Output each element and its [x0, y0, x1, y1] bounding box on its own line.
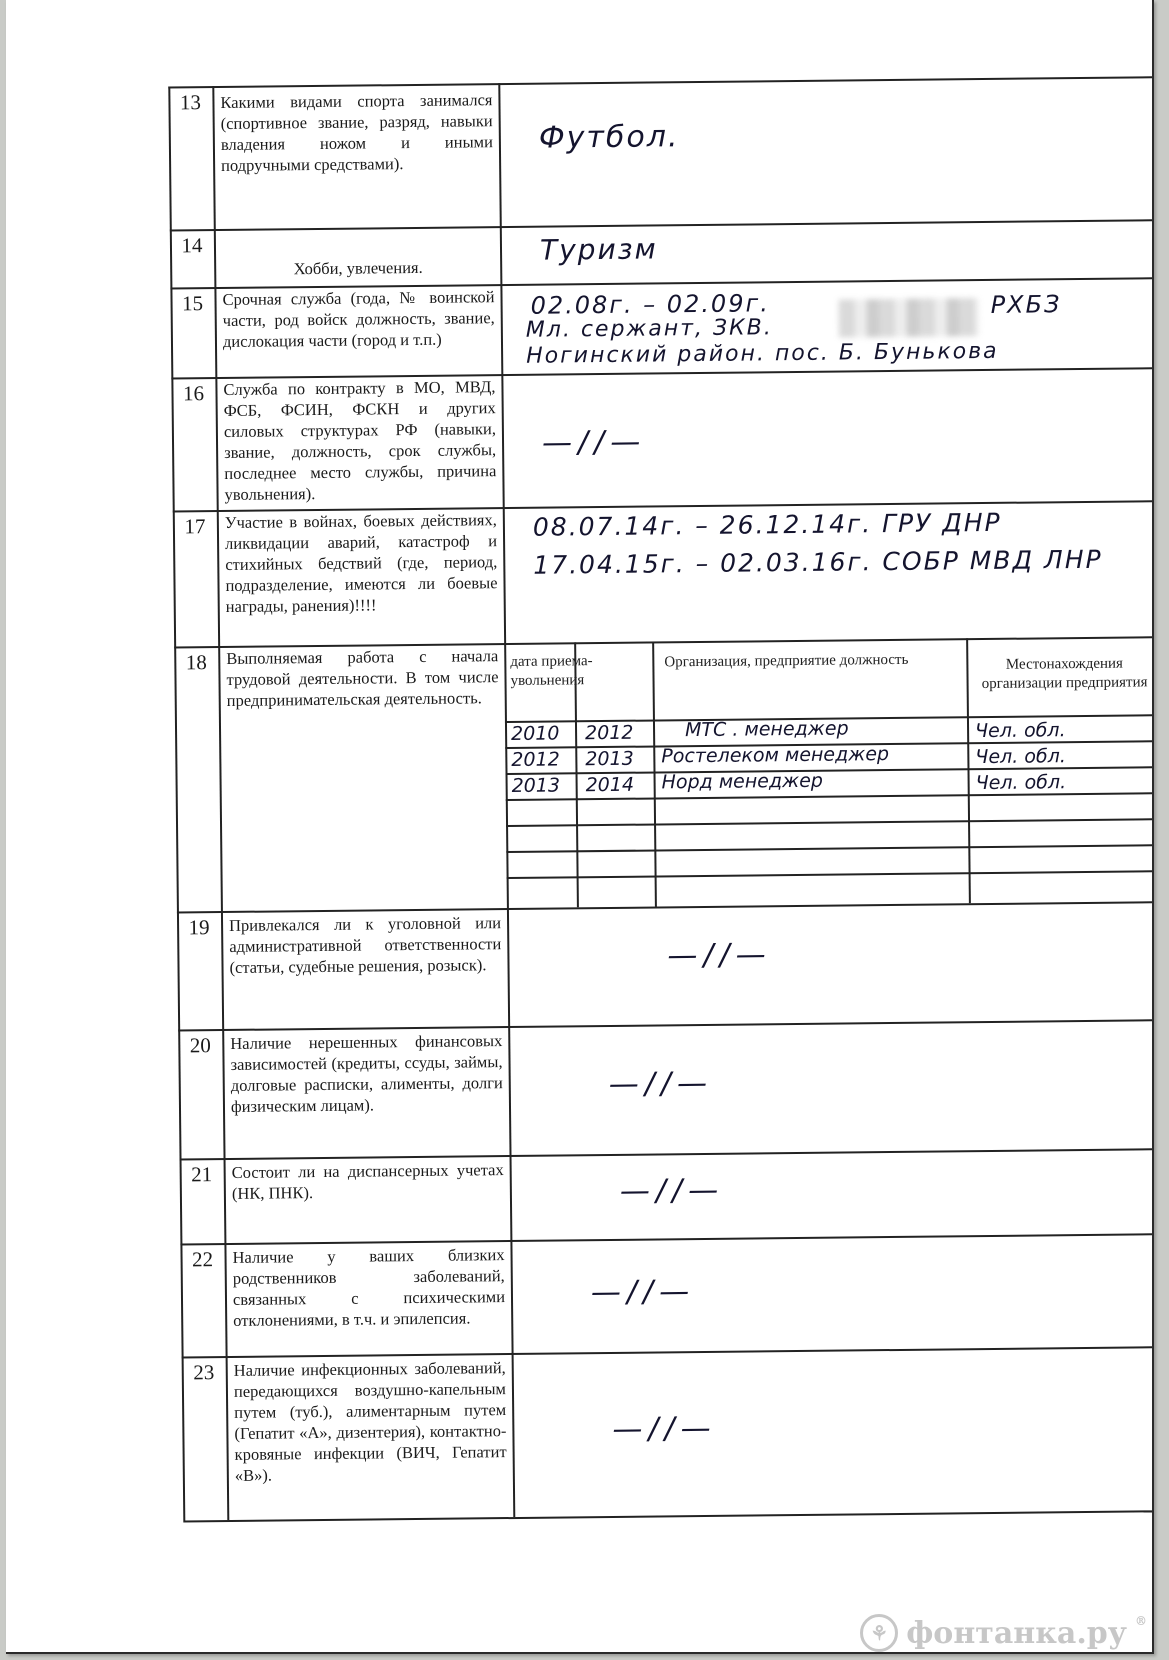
row-number: 20: [189, 1033, 211, 1058]
job-from: 2013: [511, 774, 561, 797]
answer-handwritten: Футбол.: [538, 119, 680, 156]
row-number: 21: [191, 1162, 213, 1187]
row-number: 18: [185, 650, 207, 675]
answer-line-location: Ногинский район. пос. Б. Бунькова: [526, 338, 999, 369]
jobs-header-org: Организация, предприятие должность: [664, 651, 909, 671]
job-from: 2010: [510, 722, 560, 745]
question-text: Хобби, увлечения.: [293, 257, 423, 279]
row-number: 19: [188, 915, 210, 940]
question-text: Какими видами спорта занимался (спортивное звание, разряд, навыки владения ножом и иными подручными средствами).: [220, 90, 493, 175]
scanned-page: [6, 0, 1154, 1654]
empty-answer-mark: —//—: [612, 1410, 717, 1447]
empty-answer-mark: —//—: [667, 937, 772, 974]
row-number: 22: [191, 1247, 214, 1272]
empty-answer-mark: —//—: [608, 1065, 714, 1102]
empty-answer-mark: —//—: [619, 1172, 725, 1209]
registered-mark: ®: [1135, 1614, 1147, 1628]
row-number: 16: [182, 381, 205, 406]
question-text: Служба по контракту в МО, МВД, ФСБ, ФСИН, ФСКН и других силовых структурах РФ (навыки, звание, должность, срок службы, последнее место службы, причина увольнения).: [223, 377, 497, 504]
answer-line-1: 08.07.14г. – 26.12.14г. ГРУ ДНР: [532, 507, 1002, 542]
row-number: 15: [181, 291, 204, 316]
job-to: 2013: [585, 747, 634, 771]
row-number: 23: [193, 1360, 215, 1385]
form-row-13: [168, 76, 1154, 229]
question-text: Состоит ли на диспансерных учетах (НК, ПНК).: [231, 1160, 504, 1203]
form-row-19: [177, 901, 1154, 1029]
empty-answer-mark: —//—: [590, 1274, 696, 1311]
answer-handwritten: Туризм: [539, 232, 658, 267]
form-row-20: [178, 1019, 1154, 1158]
answer-line-rank: Мл. сержант, ЗКВ.: [525, 315, 773, 343]
answer-line-2: 17.04.15г. – 02.03.16г. СОБР МВД ЛНР: [533, 544, 1103, 580]
row-number: 13: [179, 90, 202, 115]
job-org: Ростелеком менеджер: [661, 743, 890, 768]
form-row-21: [180, 1148, 1154, 1243]
job-org: Норд менеджер: [661, 769, 824, 794]
row-number: 14: [181, 233, 203, 258]
job-to: 2012: [584, 721, 634, 745]
form-sheet: [6, 0, 1154, 1654]
job-org: МТС . менеджер: [684, 717, 849, 742]
fontanka-logo-icon: ⚘: [860, 1614, 898, 1652]
answer-line-dates: 02.08г. – 02.09г.: [530, 289, 770, 320]
answer-line-unit: РХБЗ: [990, 290, 1062, 319]
form-row-14: [170, 219, 1154, 287]
question-text: Выполняемая работа с начала трудовой деятельности. В том числе предпринимательская деятельность.: [226, 646, 499, 710]
form-row-17: [173, 500, 1154, 646]
question-text: Наличие у ваших близких родственников заболеваний, связанных с психическими отклонениями, в т.ч. и эпилепсия.: [232, 1245, 506, 1330]
form-row-16: [171, 367, 1154, 510]
job-location: Чел. обл.: [975, 771, 1067, 795]
source-watermark: [860, 1614, 1147, 1652]
question-text: Наличие нерешенных финансовых зависимостей (кредиты, ссуды, займы, долговые расписки, алименты, долги физическим лицам).: [230, 1031, 503, 1116]
empty-answer-mark: —//—: [541, 424, 647, 461]
job-location: Чел. обл.: [974, 719, 1066, 743]
form-row-18: [174, 636, 1154, 911]
form-row-15: [170, 277, 1154, 377]
job-from: 2012: [511, 748, 560, 771]
question-text: Срочная служба (года, № воинской части, род войск должность, звание, дислокация части (город и т.п.): [222, 287, 495, 351]
watermark-text: фонтанка.ру: [906, 1615, 1127, 1651]
job-location: Чел. обл.: [975, 745, 1066, 769]
form-row-22: [180, 1233, 1154, 1356]
question-text: Наличие инфекционных заболеваний, передающихся воздушно-капельным путем (туб.), алиментарным путем (Гепатит «А», дизентерия), контактно-кровяные инфекции (ВИЧ, Гепатит «В»).: [233, 1358, 507, 1485]
redacted-blur: [839, 298, 979, 337]
question-text: Привлекался ли к уголовной или административной ответственности (статьи, судебные решения, розыск).: [228, 913, 502, 977]
question-text: Участие в войнах, боевых действиях, ликвидации аварий, катастроф и стихийных бедствий (где, период, подразделение, имеются ли боевые награды, ранения)!!!!: [224, 510, 498, 616]
row-number: 17: [184, 514, 206, 539]
jobs-header-dates: дата приема-увольнения: [510, 653, 593, 689]
form-row-23: [182, 1346, 1154, 1520]
jobs-header-location: Местонахождения организации предприятия: [981, 655, 1148, 693]
job-to: 2014: [585, 773, 635, 797]
